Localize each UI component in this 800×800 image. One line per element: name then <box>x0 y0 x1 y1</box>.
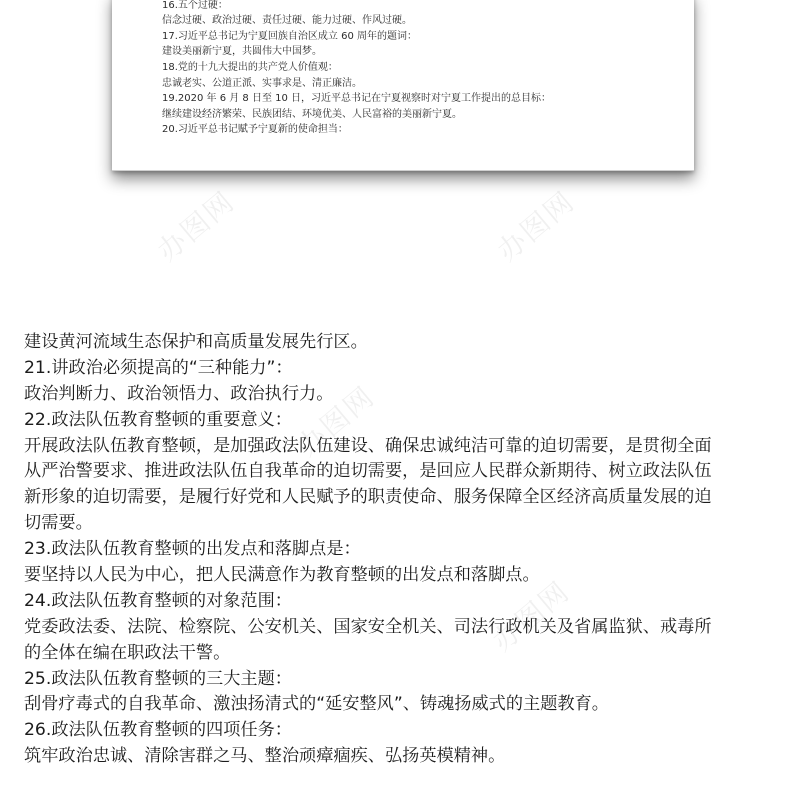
preview-text-block <box>162 0 682 138</box>
body-line: 要坚持以人民为中心，把人民满意作为教育整顿的出发点和落脚点。 <box>24 565 540 586</box>
body-line: 切需要。 <box>24 513 93 534</box>
preview-line: 18.党的十九大提出的共产党人价值观： <box>162 61 338 73</box>
body-line: 筑牢政治忠诚、清除害群之马、整治顽瘴痼疾、弘扬英模精神。 <box>24 746 506 767</box>
body-line: 政治判断力、政治领悟力、政治执行力。 <box>24 383 334 404</box>
body-line: 25.政法队伍教育整顿的三大主题： <box>24 668 292 689</box>
preview-line: 17.习近平总书记为宁夏回族自治区成立 60 周年的题词： <box>162 30 417 42</box>
preview-line: 忠诚老实、公道正派、实事求是、清正廉洁。 <box>162 77 362 89</box>
preview-line: 20.习近平总书记赋予宁夏新的使命担当： <box>162 124 348 136</box>
body-line: 26.政法队伍教育整顿的四项任务： <box>24 720 292 741</box>
body-line: 24.政法队伍教育整顿的对象范围： <box>24 590 292 611</box>
preview-line: 19.2020 年 6 月 8 日至 10 日，习近平总书记在宁夏视察时对宁夏工作提出的总目标： <box>162 93 552 105</box>
body-line: 开展政法队伍教育整顿，是加强政法队伍建设、确保忠诚纯洁可靠的迫切需要，是贯彻全面 <box>24 435 712 456</box>
document-body <box>24 330 784 770</box>
body-line: 新形象的迫切需要，是履行好党和人民赋予的职责使命、服务保障全区经济高质量发展的迫 <box>24 487 712 508</box>
preview-line: 建设美丽新宁夏，共圆伟大中国梦。 <box>162 46 322 58</box>
body-line: 党委政法委、法院、检察院、公安机关、国家安全机关、司法行政机关及省属监狱、戒毒所 <box>24 616 712 637</box>
body-line: 刮骨疗毒式的自我革命、激浊扬清式的“延安整风”、铸魂扬威式的主题教育。 <box>24 694 609 715</box>
body-line: 21.讲政治必须提高的“三种能力”： <box>24 357 293 378</box>
watermark: 办图网 <box>490 184 582 268</box>
body-line: 22.政法队伍教育整顿的重要意义： <box>24 409 292 430</box>
watermark: 办图网 <box>485 574 577 658</box>
body-line: 23.政法队伍教育整顿的出发点和落脚点是： <box>24 539 361 560</box>
preview-line: 16.五个过硬： <box>162 0 228 11</box>
body-line: 建设黄河流域生态保护和高质量发展先行区。 <box>24 332 368 352</box>
preview-line: 继续建设经济繁荣、民族团结、环境优美、人民富裕的美丽新宁夏。 <box>162 108 462 120</box>
watermark: 办图网 <box>150 184 242 268</box>
document-preview-card <box>112 0 694 171</box>
watermark: 办图网 <box>290 379 382 463</box>
body-line: 的全体在编在职政法干警。 <box>24 642 231 663</box>
preview-line: 信念过硬、政治过硬、责任过硬、能力过硬、作风过硬。 <box>162 15 412 27</box>
body-line: 从严治警要求、推进政法队伍自我革命的迫切需要，是回应人民群众新期待、树立政法队伍 <box>24 461 712 482</box>
